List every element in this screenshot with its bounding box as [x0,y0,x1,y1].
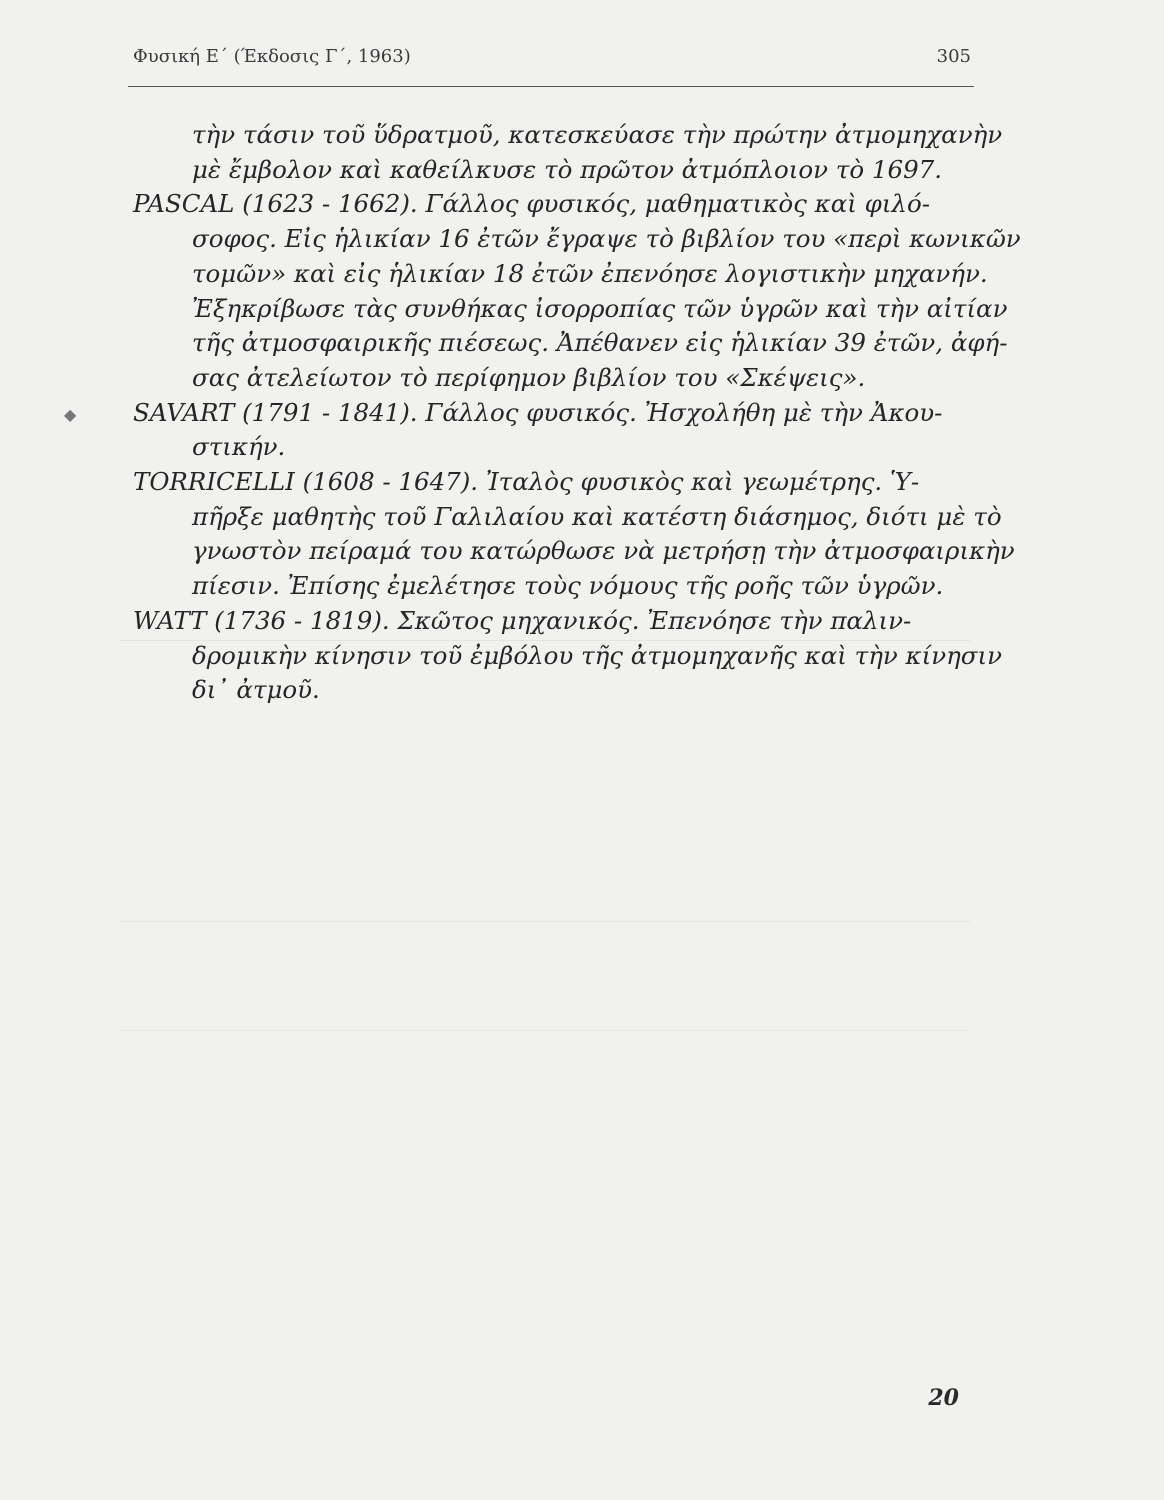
signature-number: 20 [928,1385,959,1411]
text-line: τὴν τάσιν τοῦ ὕδρατμοῦ, κατεσκεύασε τὴν πρώτην ἀτμομηχανὴν [192,120,1003,149]
text-line: Ἐξηκρίβωσε τὰς συνθήκας ἰσορροπίας τῶν ὑγρῶν καὶ τὴν αἰτίαν [192,293,1008,323]
page-number: 305 [936,46,971,67]
header-rule [128,86,974,87]
bleed-through-table-2 [120,1030,970,1361]
text-line: τῆς ἀτμοσφαιρικῆς πιέσεως. Ἀπέθανεν εἰς ἡλικίαν 39 ἐτῶν, ἀφή- [192,328,1008,358]
text-line: δρομικὴν κίνησιν τοῦ ἐμβόλου τῆς ἀτμομηχανῆς καὶ τὴν κίνησιν [192,640,1003,670]
entry-heading-line: PASCAL (1623 - 1662). Γάλλος φυσικός, μαθηματικὸς καὶ φιλό- [133,189,930,219]
entry-heading-line: WATT (1736 - 1819). Σκῶτος μηχανικός. Ἐπενόησε τὴν παλιν- [133,605,912,635]
margin-mark-icon: ◆ [64,405,77,424]
text-line: γνωστὸν πείραμά του κατώρθωσε νὰ μετρήσῃ τὴν ἀτμοσφαιρικὴν [192,536,1015,566]
entry-heading-line: SAVART (1791 - 1841). Γάλλος φυσικός. Ἠσχολήθη μὲ τὴν Ἀκου- [133,397,943,427]
book-title: Φυσική Ε΄ (Έκδοσις Γ΄, 1963) [133,46,411,67]
text-line: σοφος. Εἰς ἡλικίαν 16 ἐτῶν ἔγραψε τὸ βιβλίον του «περὶ κωνικῶν [192,224,1021,254]
text-line: στικήν. [192,432,286,462]
text-line: δι᾽ ἀτμοῦ. [192,675,320,705]
biography-list [133,118,1021,708]
text-line: μὲ ἔμβολον καὶ καθείλκυσε τὸ πρῶτον ἀτμόπλοιον τὸ 1697. [192,154,943,184]
text-line: πίεσιν. Ἐπίσης ἐμελέτησε τοὺς νόμους τῆς ροῆς τῶν ὑγρῶν. [192,571,944,601]
text-line: σας ἀτελείωτον τὸ περίφημον βιβλίον του «Σκέψεις». [192,362,866,392]
running-header [133,46,971,67]
text-line: πῆρξε μαθητὴς τοῦ Γαλιλαίου καὶ κατέστη διάσημος, διότι μὲ τὸ [192,501,1002,531]
text-line: τομῶν» καὶ εἰς ἡλικίαν 18 ἐτῶν ἐπενόησε λογιστικὴν μηχανήν. [192,258,988,288]
entry-heading-line: TORRICELLI (1608 - 1647). Ἰταλὸς φυσικὸς καὶ γεωμέτρης. Ὑ- [133,467,920,497]
